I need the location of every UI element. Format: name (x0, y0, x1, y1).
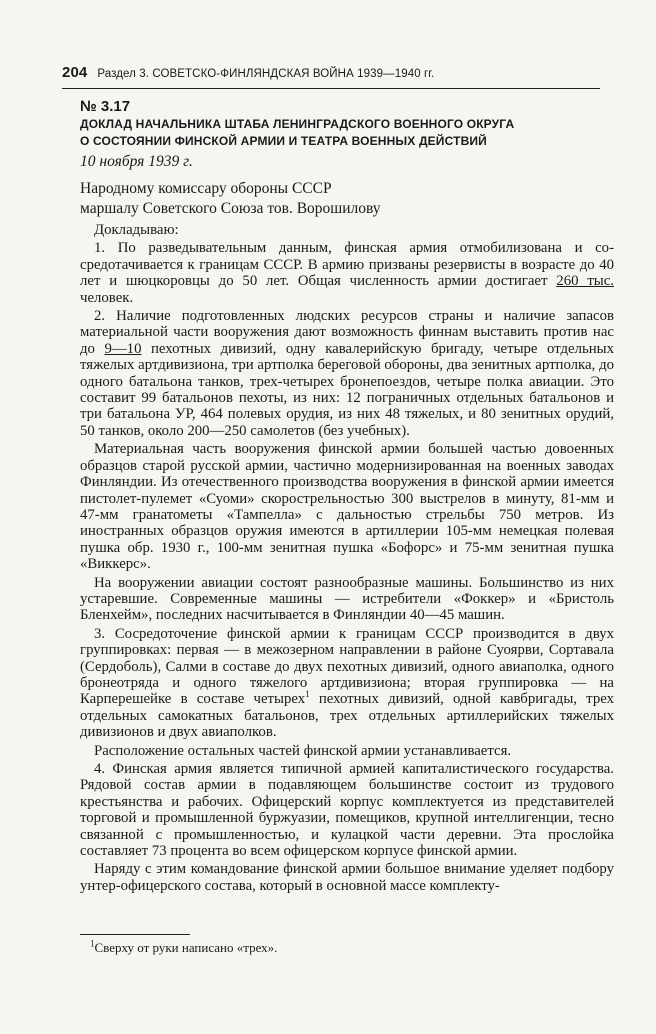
addressee-line: маршалу Советского Союза тов. Ворошилову (80, 199, 381, 217)
underlined-figure: 9—10 (104, 340, 142, 357)
footnote-mark: 1 (90, 938, 95, 949)
footnote-rule (80, 934, 190, 935)
paragraph-6: Расположение остальных частей финской армии устанавливается. (94, 742, 512, 759)
paragraph-2-text-b: пехотных дивизий, одну кавалерийскую бригаду, четыре отдельных тяжелых артдивизиона, три артполка береговой обороны, два зенитных артполка, до одного батальона танков, трех-четырех бронепоездов, четыре полка авиации. Это составит 99 батальонов пехоты, из них: 12 пограничных отдельных батальонов и три батальона УР, 464 полевых орудия, из них 48 тяжелых, и 80 зенитных орудий, 50 танков, около 200—250 самолетов (без учебных). (80, 340, 614, 439)
paragraph-5-text-a: 3. Сосредоточение финской армии к границам СССР производится в двух группировках: первая — в межозерном направлении в районе Суоярви, Сортавала (Сердоболь), Салми в составе до двух пехотных дивизий, одного авиаполка, одного бронеотряда и одного тяжелого артдивизиона; вторая группировка — на Карперешейке в составе четырех (80, 625, 614, 708)
document-date: 10 ноября 1939 г. (80, 153, 193, 170)
paragraph-5 (80, 626, 614, 741)
paragraph-5-text-b: пехотных дивизий, одной кавбригады, трех отдельных самокатных батальонов, трех отдельных артиллерийских тяжелых дивизионов и двух авиаполков. (80, 691, 614, 741)
paragraph-greeting: Докладываю: (94, 222, 179, 238)
paragraph-4: На вооружении авиации состоят разнообразные машины. Большинство из них устаревшие. Современные машины — истребители «Фоккер» и «Бристоль Бленхейм», последних насчитывается в Финляндии 40—45 машин. (80, 574, 614, 624)
paragraph-2-text-a: 2. Наличие подготовленных людских ресурсов страны и наличие запасов материальной части вооружения дают возможность финнам выставить против нас до (80, 308, 614, 357)
paragraph-7: 4. Финская армия является типичной армией капиталистического государства. Рядовой состав армии в подавляющем большинстве состоит из трудового крестьянства и рабочих. Офицерский корпус комплектуется из представителей торговой и промышленной буржуазии, помещиков, крупной интеллигенции, тесно связанной с промышленностью, и кулацкой части деревни. Эта прослойка составляет 73 процента во всем офицерском корпусе финской армии. (80, 761, 614, 860)
document-title-line: ДОКЛАД НАЧАЛЬНИКА ШТАБА ЛЕНИНГРАДСКОГО ВОЕННОГО ОКРУГА (80, 117, 515, 131)
paragraph-1-text-a: 1. По разведывательным данным, финская армия отмобилизована и сосредотачивается к границам СССР. В армию призваны резервисты в возрасте до 40 лет и шюцкоровцы до 50 лет. Общая численность армии достигает (80, 240, 614, 290)
paragraph-2 (80, 308, 614, 439)
document-body (80, 222, 614, 896)
paragraph-3: Материальная часть вооружения финской армии большей частью довоенных образцов старой русской армии, частично модернизированная на военных заводах Финляндии. Из отечественного производства вооружения в финской армии имеется пистолет-пулемет «Суоми» скорострельностью 300 выстрелов в минуту, 81-мм и 47-мм гранатометы «Тампелла» с дальностью стрельбы 750 метров. Из иностранных образцов оружия имеются в артиллерии 105-мм немецкая полевая пушка обр. 1930 г., 100-мм зенитная пушка «Бофорс» и 75-мм зенитная пушка «Виккерс». (80, 441, 614, 573)
addressee-line: Народному комиссару обороны СССР (80, 180, 332, 197)
section-title: Раздел 3. СОВЕТСКО-ФИНЛЯНДСКАЯ ВОЙНА 1939—1940 гг. (97, 68, 435, 80)
page-number: 204 (62, 64, 88, 81)
document-title (80, 116, 600, 150)
addressee (80, 179, 600, 218)
document-title-line: О СОСТОЯНИИ ФИНСКОЙ АРМИИ И ТЕАТРА ВОЕННЫХ ДЕЙСТВИЙ (80, 134, 487, 148)
footnote-text: Сверху от руки написано «трех». (94, 940, 278, 955)
paragraph-1-text-b: человек. (80, 289, 134, 306)
paragraph-8: Наряду с этим командование финской армии большое внимание уделяет подбору унтер-офицерского состава, который в основной массе комплекту- (80, 861, 614, 894)
running-header (62, 64, 602, 81)
footnote (90, 940, 277, 956)
paragraph-1 (80, 240, 614, 306)
footnote-reference: 1 (305, 689, 310, 700)
document-number: № 3.17 (80, 98, 131, 115)
underlined-figure: 260 тыс. (556, 273, 614, 290)
header-rule (62, 88, 600, 89)
